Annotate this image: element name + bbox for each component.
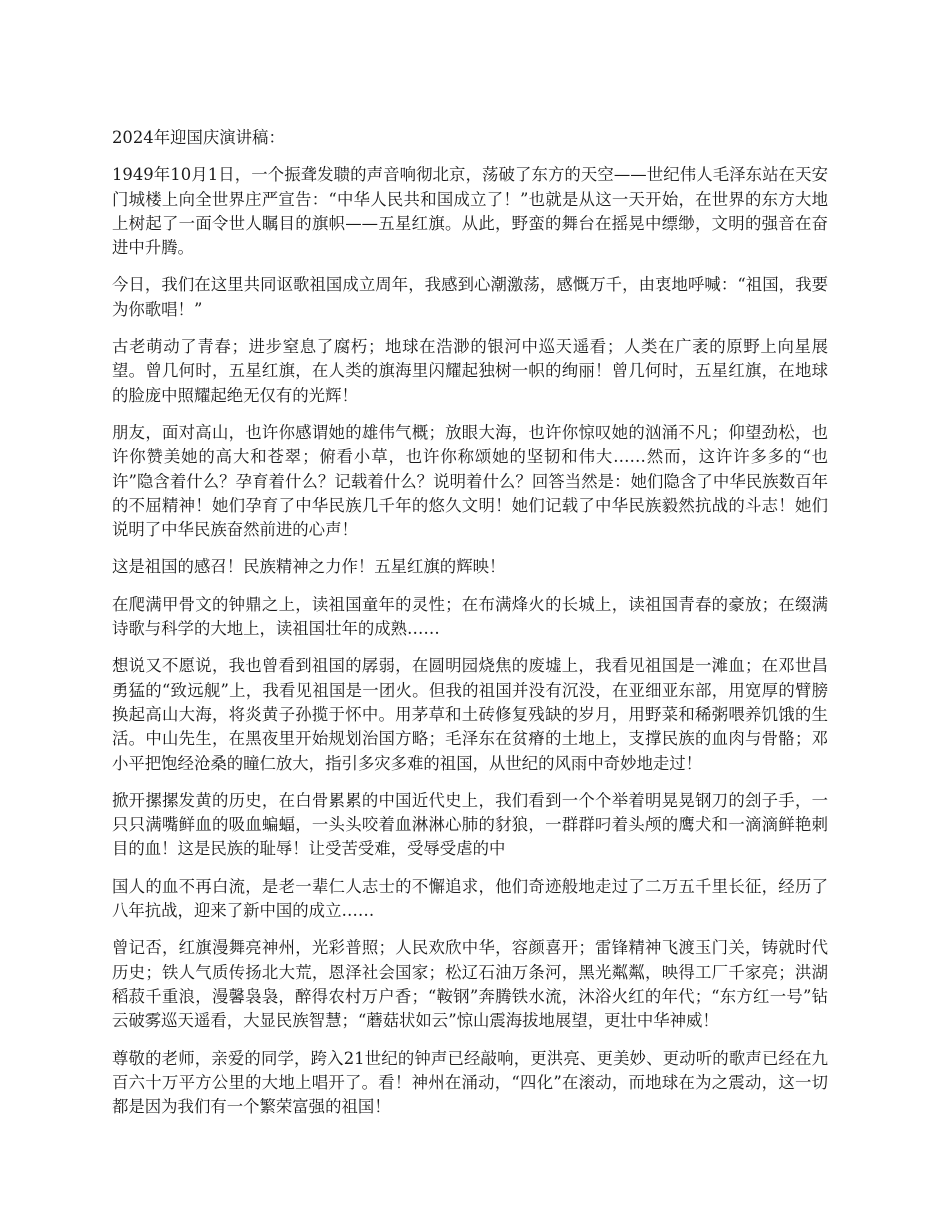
paragraph-4: 朋友，面对高山，也许你感谓她的雄伟气概；放眼大海，也许你惊叹她的汹涌不凡；仰望劲松，也许你赞美她的高大和苍翠；俯看小草，也许你称颂她的坚韧和伟大……然而，这许许多多的“也许”隐含着什么？孕育着什么？记载着什么？说明着什么？回答当然是：她们隐含了中华民族数百年的不屈精神！她们孕育了中华民族几千年的悠久文明！她们记载了中华民族毅然抗战的斗志！她们说明了中华民族奋然前进的心声！ [112,422,828,540]
paragraph-5: 这是祖国的感召！民族精神之力作！五星红旗的辉映！ [112,557,506,577]
paragraph-11: 尊敬的老师，亲爱的同学，跨入21世纪的钟声已经敲响，更洪亮、更美妙、更动听的歌声已经在九百六十万平方公里的大地上唱开了。看！神州在涌动，“四化”在滚动，而地球在为之震动，这一切都是因为我们有一个繁荣富强的祖国！ [112,1048,828,1117]
document-title: 2024年迎国庆演讲稿： [112,128,285,147]
paragraph-3: 古老萌动了青春；进步窒息了腐朽；地球在浩渺的银河中巡天遥看；人类在广袤的原野上向星展望。曾几何时，五星红旗，在人类的旗海里闪耀起独树一帜的绚丽！曾几何时，五星红旗，在地球的脸庞中照耀起绝无仅有的光辉！ [112,337,828,405]
paragraph-8: 掀开摞摞发黄的历史，在白骨累累的中国近代史上，我们看到一个个举着明晃晃钢刀的刽子手，一只只满嘴鲜血的吸血蝙蝠，一头头咬着血淋淋心肺的豺狼，一群群叼着头颅的鹰犬和一滴滴鲜艳刺目的血！这是民族的耻辱！让受苦受难，受辱受虐的中 [112,790,828,859]
paragraph-6: 在爬满甲骨文的钟鼎之上，读祖国童年的灵性；在布满烽火的长城上，读祖国青春的豪放；在缀满诗歌与科学的大地上，读祖国壮年的成熟…… [112,594,828,639]
paragraph-1: 1949年10月1日，一个振聋发聩的声音响彻北京，荡破了东方的天空——世纪伟人毛泽东站在天安门城楼上向全世界庄严宣告：“中华人民共和国成立了！”也就是从这一天开始，在世界的东方大地上树起了一面令世人瞩目的旗帜——五星红旗。从此，野蛮的舞台在摇晃中缥缈，文明的强音在奋进中升腾。 [112,165,828,258]
paragraph-10: 曾记否，红旗漫舞亮神州，光彩普照；人民欢欣中华，容颜喜开；雷锋精神飞渡玉门关，铸就时代历史；铁人气质传扬北大荒，恩泽社会国家；松辽石油万条河，黑光粼粼，映得工厂千家亮；洪湖稻菽千重浪，漫馨袅袅，醉得农村万户香；“鞍钢”奔腾铁水流，沐浴火红的年代；“东方红一号”钻云破雾巡天遥看，大显民族智慧；“蘑菇状如云”惊山震海拔地展望，更壮中华神威！ [112,938,828,1031]
paragraph-7: 想说又不愿说，我也曾看到祖国的孱弱，在圆明园烧焦的废墟上，我看见祖国是一滩血；在邓世昌勇猛的“致远舰”上，我看见祖国是一团火。但我的祖国并没有沉没，在亚细亚东部，用宽厚的臂膀换起高山大海，将炎黄子孙揽于怀中。用茅草和土砖修复残缺的岁月，用野菜和稀粥喂养饥饿的生活。中山先生，在黑夜里开始规划治国方略；毛泽东在贫瘠的土地上，支撑民族的血肉与骨骼；邓小平把饱经沧桑的瞳仁放大，指引多灾多难的祖国，从世纪的风雨中奇妙地走过！ [112,656,828,773]
paragraph-2: 今日，我们在这里共同讴歌祖国成立周年，我感到心潮激荡，感慨万千，由衷地呼喊：“祖国，我要为你歌唱！” [112,275,828,319]
paragraph-9: 国人的血不再白流，是老一辈仁人志士的不懈追求，他们奇迹般地走过了二万五千里长征，经历了八年抗战，迎来了新中国的成立…… [112,876,828,921]
speech-document [112,126,828,1132]
